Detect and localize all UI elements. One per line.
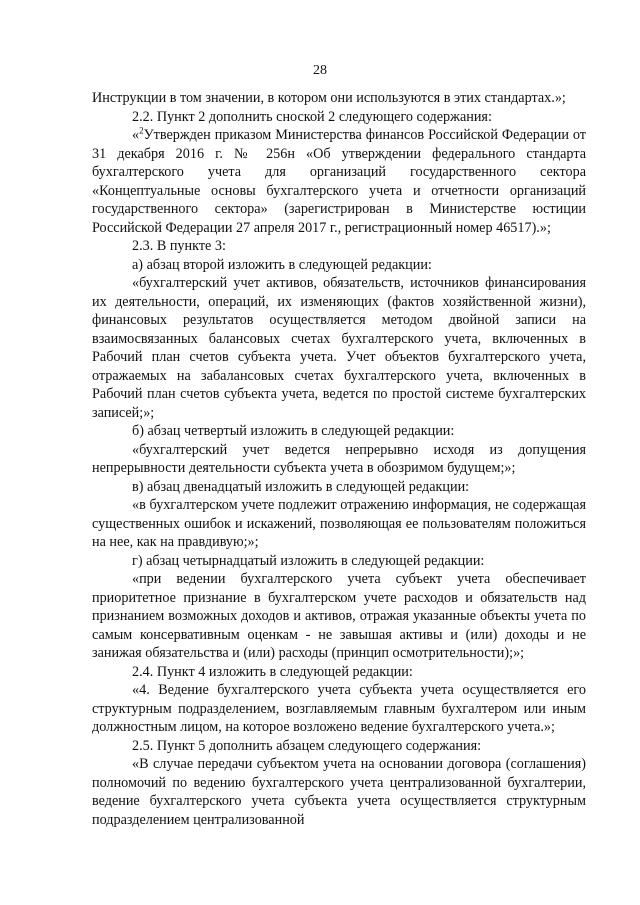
paragraph-16: «В случае передачи субъектом учета на основании договора (соглашения) полномочий по ведению бухгалтерского учета централизованной бухгалтерии, ведение бухгалтерского учета субъекта учета осуществляется структурным подразделением централизованной xyxy=(92,756,586,828)
document-body xyxy=(92,89,586,829)
paragraph-6: «бухгалтерский учет активов, обязательств, источников финансирования их деятельности, операций, их изменяющих (фактов хозяйственной жизни), финансовых результатов осуществляется методом двойной записи на взаимосвязанных балансовых счетах бухгалтерского учета, включенных в Рабочий план счетов субъекта учета. Учет объектов бухгалтерского учета, отражаемых на забалансовых счетах бухгалтерского учета, включенных в Рабочий план счетов субъекта учета, ведется по простой системе бухгалтерских записей;»; xyxy=(92,275,586,421)
paragraph-13: 2.4. Пункт 4 изложить в следующей редакции: xyxy=(132,663,413,680)
paragraph-3 xyxy=(92,126,586,237)
paragraph-12: «при ведении бухгалтерского учета субъект учета обеспечивает приоритетное признание в бухгалтерском учете расходов и обязательств над признанием возможных доходов и активов, отражая указанные объекты учета по самым консервативным оценкам - не завышая активы и (или) доходы и не занижая обязательства и (или) расходы (принцип осмотрительности);»; xyxy=(92,571,586,661)
page-number: 28 xyxy=(313,63,327,78)
paragraph-4: 2.3. В пункте 3: xyxy=(132,238,226,254)
quote-open: « xyxy=(132,127,140,143)
paragraph-8: «бухгалтерский учет ведется непрерывно исходя из допущения непрерывности деятельности субъекта учета в обозримом будущем;»; xyxy=(92,441,586,476)
paragraph-9: в) абзац двенадцатый изложить в следующей редакции: xyxy=(132,478,470,495)
paragraph-5: а) абзац второй изложить в следующей редакции: xyxy=(132,256,432,273)
paragraph-11: г) абзац четырнадцатый изложить в следующей редакции: xyxy=(132,552,485,569)
paragraph-15: 2.5. Пункт 5 дополнить абзацем следующего содержания: xyxy=(132,737,482,754)
paragraph-1: Инструкции в том значении, в котором они используются в этих стандартах.»; xyxy=(92,90,566,106)
paragraph-2: 2.2. Пункт 2 дополнить сноской 2 следующего содержания: xyxy=(132,108,492,125)
paragraph-14: «4. Ведение бухгалтерского учета субъекта учета осуществляется его структурным подразделением, возглавляемым главным бухгалтером или иным должностным лицом, на которое возложено ведение бухгалтерского учета.»; xyxy=(92,682,586,735)
paragraph-7: б) абзац четвертый изложить в следующей редакции: xyxy=(132,423,455,439)
footnote-marker: 2 xyxy=(139,125,144,136)
paragraph-10: «в бухгалтерском учете подлежит отражению информация, не содержащая существенных ошибок и искажений, позволяющая ее пользователям положиться на нее, как на правдивую;»; xyxy=(92,497,586,550)
paragraph-3-text: Утвержден приказом Министерства финансов Российской Федерации от 31 декабря 2016 г. № 256н «Об утверждении федерального стандарта бухгалтерского учета для организаций государственного сектора «Концептуальные основы бухгалтерского учета и отчетности организаций государственного сектора» (зарегистрирован в Министерстве юстиции Российской Федерации 27 апреля 2017 г., регистрационный номер 46517).»; xyxy=(92,127,586,236)
